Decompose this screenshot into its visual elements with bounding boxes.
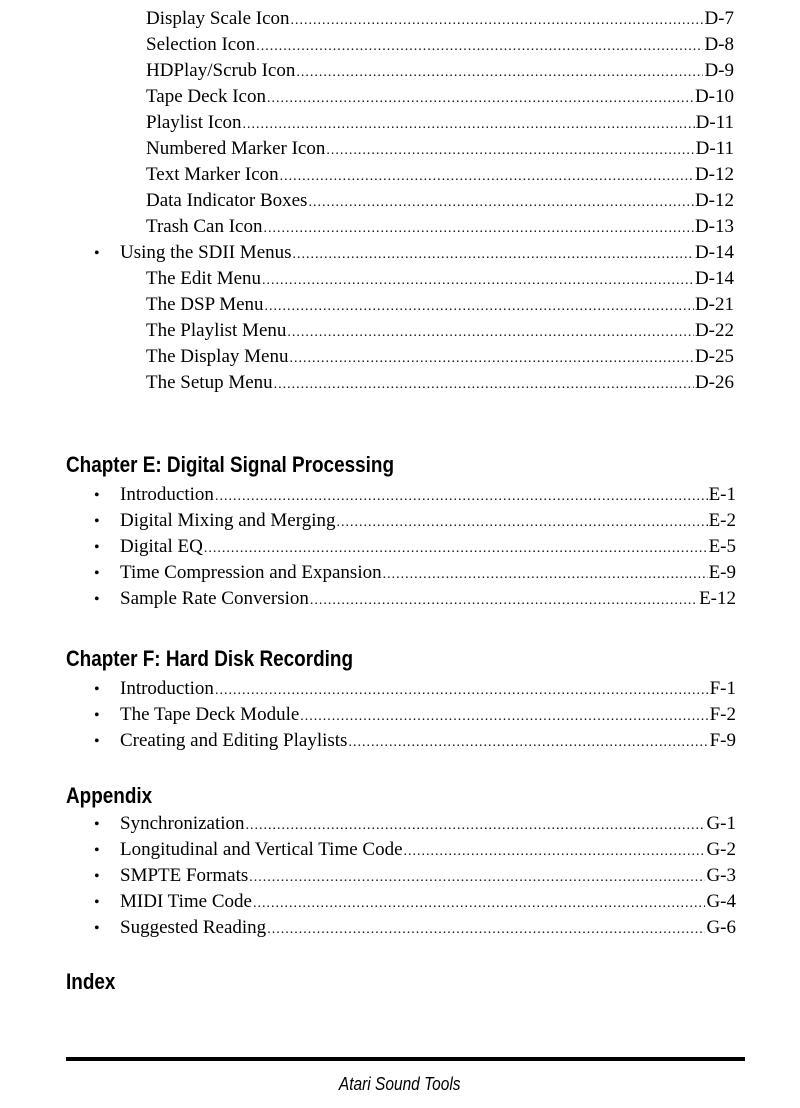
bullet-icon: • <box>94 733 100 750</box>
leader-dots <box>300 704 708 730</box>
toc-entry-page: D-25 <box>694 346 734 367</box>
toc-entry-title: Creating and Editing Playlists <box>120 730 348 751</box>
footer <box>0 1072 800 1096</box>
toc-entry <box>146 188 734 214</box>
toc-entry-title: The Tape Deck Module <box>120 704 300 725</box>
leader-dots <box>348 730 708 756</box>
leader-dots <box>204 536 708 562</box>
toc-entry-page: D-11 <box>695 138 734 159</box>
toc-entry-title: Sample Rate Conversion <box>120 588 309 609</box>
toc-entry-title: Playlist Icon <box>146 112 242 133</box>
toc-entry-title: HDPlay/Scrub Icon <box>146 60 296 81</box>
toc-entry-menus <box>94 240 734 266</box>
toc-entry-page: E-9 <box>708 562 736 583</box>
toc-entry-title: The Setup Menu <box>146 372 273 393</box>
toc-entry <box>94 863 736 889</box>
bullet-icon: • <box>94 894 100 911</box>
bullet-icon: • <box>94 842 100 859</box>
chapter-heading: Chapter F: Hard Disk Recording <box>66 646 353 671</box>
toc-entry <box>94 728 736 754</box>
bullet-icon: • <box>94 565 100 582</box>
toc-entry <box>94 811 736 837</box>
chapter-heading: Chapter E: Digital Signal Processing <box>66 452 395 477</box>
toc-entry-title: Trash Can Icon <box>146 216 263 237</box>
toc-entry-title: Digital EQ <box>120 536 203 557</box>
leader-dots <box>263 216 693 242</box>
toc-entry <box>94 508 736 534</box>
toc-entry <box>146 110 734 136</box>
leader-dots <box>215 484 708 510</box>
toc-entry-page: D-8 <box>704 34 734 55</box>
toc-entry-title: The Playlist Menu <box>146 320 287 341</box>
toc-entry <box>146 214 734 240</box>
leader-dots <box>249 865 705 891</box>
toc-entry-title: Introduction <box>120 484 214 505</box>
bullet-icon: • <box>94 513 100 530</box>
toc-entry <box>146 6 734 32</box>
toc-entry-page: E-2 <box>708 510 736 531</box>
toc-entry-title: Introduction <box>120 678 214 699</box>
toc-entry <box>146 84 734 110</box>
leader-dots <box>287 320 694 346</box>
toc-entry <box>146 370 734 396</box>
toc-entry-title: The DSP Menu <box>146 294 264 315</box>
toc-entry-title: Display Scale Icon <box>146 8 290 29</box>
toc-entry-title: Selection Icon <box>146 34 256 55</box>
leader-dots <box>243 112 695 138</box>
toc-entry-page: D-21 <box>694 294 734 315</box>
toc-entry-title: MIDI Time Code <box>120 891 252 912</box>
toc-entry-page: E-12 <box>699 588 736 609</box>
leader-dots <box>256 34 703 60</box>
toc-entry <box>146 266 734 292</box>
footer-text: Atari Sound Tools <box>339 1074 461 1094</box>
index-heading: Index <box>66 969 116 994</box>
toc-entry-page: E-1 <box>708 484 736 505</box>
toc-entry-title: Using the SDII Menus <box>120 242 292 263</box>
toc-entry-page: D-14 <box>694 242 734 263</box>
toc-entry <box>94 837 736 863</box>
toc-entry <box>146 162 734 188</box>
leader-dots <box>274 372 694 398</box>
toc-entry-page: D-10 <box>694 86 734 107</box>
bullet-icon: • <box>94 868 100 885</box>
toc-entry-page: G-2 <box>706 839 736 860</box>
toc-entry-title: The Display Menu <box>146 346 289 367</box>
bullet-icon: • <box>94 920 100 937</box>
bullet-icon: • <box>94 487 100 504</box>
toc-entry-page: D-7 <box>704 8 734 29</box>
toc-entry-title: SMPTE Formats <box>120 865 249 886</box>
toc-entry <box>146 58 734 84</box>
toc-entry-title: Tape Deck Icon <box>146 86 266 107</box>
toc-entry-page: G-1 <box>706 813 736 834</box>
leader-dots <box>267 917 705 943</box>
toc-entry-page: F-2 <box>709 704 736 725</box>
leader-dots <box>326 138 694 164</box>
leader-dots <box>265 294 694 320</box>
toc-entry <box>146 292 734 318</box>
toc-entry <box>146 136 734 162</box>
leader-dots <box>308 190 693 216</box>
toc-entry-page: D-26 <box>694 372 734 393</box>
bullet-icon: • <box>94 707 100 724</box>
toc-entry <box>94 586 736 612</box>
toc-entry <box>94 915 736 941</box>
leader-dots <box>310 588 698 614</box>
toc-entry-page: D-22 <box>694 320 734 341</box>
toc-entry-page: D-14 <box>694 268 734 289</box>
toc-entry-page: D-12 <box>694 190 734 211</box>
toc-entry-title: Digital Mixing and Merging <box>120 510 336 531</box>
leader-dots <box>293 242 694 268</box>
toc-entry-title: Time Compression and Expansion <box>120 562 382 583</box>
bullet-icon: • <box>94 539 100 556</box>
bullet-icon: • <box>94 245 100 262</box>
leader-dots <box>215 678 709 704</box>
leader-dots <box>267 86 694 112</box>
toc-entry-title: Longitudinal and Vertical Time Code <box>120 839 403 860</box>
toc-entry <box>146 344 734 370</box>
toc-entry-title: Synchronization <box>120 813 245 834</box>
leader-dots <box>291 8 704 34</box>
toc-entry-title: The Edit Menu <box>146 268 262 289</box>
toc-entry <box>94 676 736 702</box>
toc-entry-page: G-4 <box>706 891 736 912</box>
toc-entry-title: Numbered Marker Icon <box>146 138 326 159</box>
leader-dots <box>262 268 694 294</box>
bullet-icon: • <box>94 816 100 833</box>
footer-rule <box>66 1057 745 1061</box>
leader-dots <box>289 346 693 372</box>
appendix-heading: Appendix <box>66 783 153 808</box>
toc-entry-title: Data Indicator Boxes <box>146 190 308 211</box>
leader-dots <box>280 164 694 190</box>
bullet-icon: • <box>94 681 100 698</box>
toc-entry-page: F-1 <box>709 678 736 699</box>
toc-entry-page: D-11 <box>695 112 734 133</box>
leader-dots <box>246 813 706 839</box>
leader-dots <box>296 60 703 86</box>
leader-dots <box>337 510 708 536</box>
toc-entry-page: F-9 <box>709 730 736 751</box>
leader-dots <box>383 562 708 588</box>
toc-entry-page: D-12 <box>694 164 734 185</box>
bullet-icon: • <box>94 591 100 608</box>
toc-entry <box>94 889 736 915</box>
leader-dots <box>404 839 706 865</box>
toc-entry <box>94 702 736 728</box>
toc-entry-page: G-6 <box>706 917 736 938</box>
toc-entry-title: Text Marker Icon <box>146 164 279 185</box>
toc-entry <box>94 560 736 586</box>
toc-entry-page: G-3 <box>706 865 736 886</box>
toc-entry-page: E-5 <box>708 536 736 557</box>
toc-entry-page: D-9 <box>704 60 734 81</box>
toc-entry <box>146 318 734 344</box>
toc-entry-title: Suggested Reading <box>120 917 267 938</box>
toc-entry <box>94 482 736 508</box>
leader-dots <box>253 891 705 917</box>
toc-entry <box>146 32 734 58</box>
toc-entry-page: D-13 <box>694 216 734 237</box>
toc-entry <box>94 534 736 560</box>
